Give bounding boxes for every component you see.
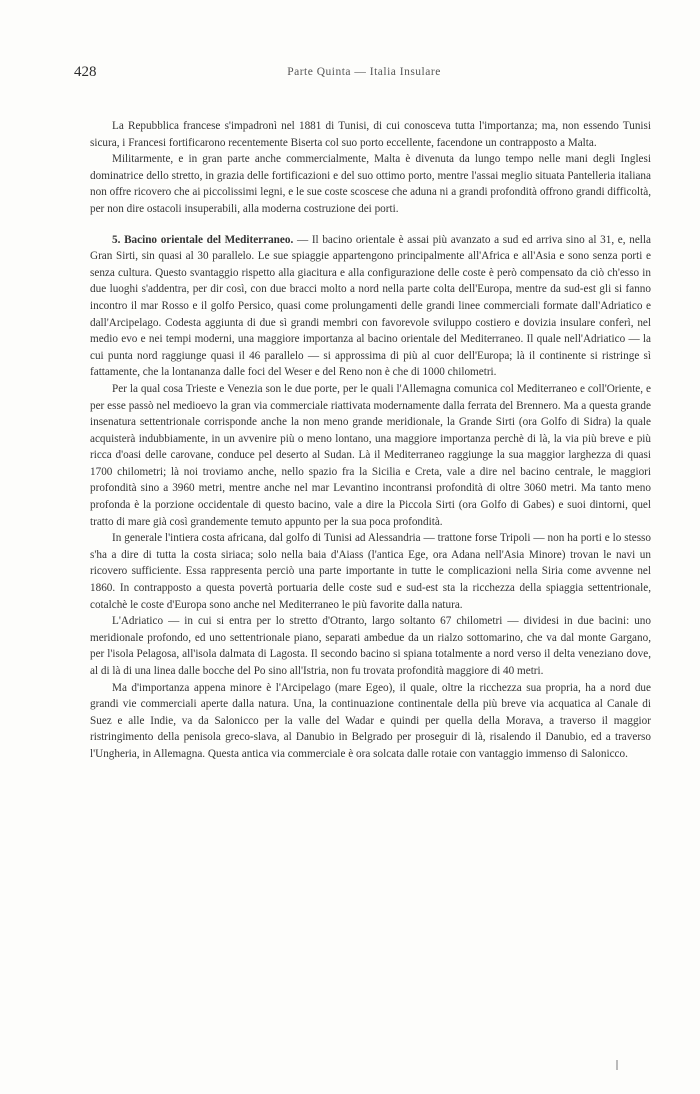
- paragraph: Militarmente, e in gran parte anche commercialmente, Malta è divenuta da lungo tempo nelle mani degli Inglesi dominatrice dello stretto, in grazia delle fortificazioni e del suo ottimo porto, mentre l'assai meglio situata Pantelleria italiana non offre ricovero che ai piccolissimi legni, e le sue coste scoscese che aduna ni a grandi profondità offrono grandi difficoltà, per non dire ostacoli insuperabili, alla moderna costruzione dei porti.: [90, 153, 651, 215]
- section-paragraph: [90, 232, 651, 381]
- section-text: — Il bacino orientale è assai più avanzato a sud ed arriva sino al 31, e, nella Gran Sirti, sin quasi al 30 parallelo. Le sue spiaggie appartengono principalmente all'Africa e all'Asia e sono senza porti e senza cultura. Questo svantaggio rispetto alla giacitura e alla configurazione delle coste è però compensato da ciò ch'esso in due luoghi s'addentra, per dir così, con due bracci molto a nord nella parte colta dell'Europa, mentre da sud-est gli si fanno incontro il mar Rosso e il golfo Persico, quasi come prolungamenti delle grandi linee commerciali formate dall'Adriatico e dall'Arcipelago. Codesta aggiunta di due sì grandi membri con favorevole sviluppo costiero e dovizia insulare conferì, nel medio evo e nei tempi moderni, una maggiore importanza al bacino orientale del Mediterraneo. Il quale nell'Adriatico — la cui punta nord raggiunge quasi il 46 parallelo — si approssima di più al cuor dell'Europa; là il continente si ristringe sì fattamente, che la lontananza dalle foci del Weser e del Reno non è che di 1000 chilometri.: [90, 233, 651, 379]
- paragraph: La Repubblica francese s'impadronì nel 1881 di Tunisi, di cui conosceva tutta l'importanza; ma, non essendo Tunisi sicura, i Francesi fortificarono recentemente Biserta col suo porto eccellente, facendone un contrapposto a Malta.: [90, 120, 651, 149]
- page-number: 428: [74, 64, 97, 80]
- paragraph: In generale l'intiera costa africana, dal golfo di Tunisi ad Alessandria — trattone forse Tripoli — non ha porti e lo stesso s'ha a dire di tutta la costa siriaca; solo nella baia d'Aiass (l'antica Ege, ora Adana nell'Asia Minore) trovan le navi un ricovero sufficiente. Essa rappresenta perciò una parte importante in tutte le complicazioni nella Siria come avvenne nel 1860. In contrapposto a questa povertà portuaria delle coste sud e sud-est sta la ricchezza della spiaggia settentrionale, cotalchè le coste d'Europa sono anche nel Mediterraneo le più favorite dalla natura.: [90, 532, 651, 611]
- page-header: [74, 64, 654, 84]
- paragraph: L'Adriatico — in cui si entra per lo stretto d'Otranto, largo soltanto 67 chilometri — dividesi in due bacini: uno meridionale profondo, ed uno settentrionale piano, separati ambedue da un rialzo sottomarino, che va dal monte Gargano, per l'isola Pelagosa, all'isola dalmata di Lagosta. Il secondo bacino si spiana totalmente a nord verso il delta veneziano dove, al di là di una linea dalle bocche del Po sino all'Istria, non fu trovata profondità maggiore di 40 metri.: [90, 615, 651, 677]
- section-title: 5. Bacino orientale del Mediterraneo.: [112, 233, 294, 246]
- page-mark: [616, 1060, 618, 1070]
- running-title: Parte Quinta — Italia Insulare: [287, 66, 441, 78]
- paragraph: Per la qual cosa Trieste e Venezia son le due porte, per le quali l'Allemagna comunica col Mediterraneo e coll'Oriente, e per esse passò nel medioevo la gran via commerciale riattivata modernamente dalla ferrata del Brennero. Ma a questa grande insenatura settentrionale corrisponde anche la non meno grande meridionale, la Grande Sirti (ora Golfo di Sidra) la quale acquisterà indubbiamente, in un avvenire più o meno lontano, una maggiore importanza perchè di là, la via più breve e più ricca d'oasi delle carovane, conduce pel deserto al Sudan. Là il Mediterraneo raggiunge la sua maggior larghezza di quasi 1700 chilometri; là noi troviamo anche, nello spazio fra la Sicilia e Creta, vale a dire nel bacino centrale, le maggiori profondità sino a 3960 metri, mentre anche nel mar Levantino incontransi profondità di oltre 3060 metri. Ma tanto meno profonda è la porzione occidentale di questo bacino, vale a dire la Piccola Sirti (ora Golfo di Gabes) e suoi dintorni, quel tratto di mare già così grandemente temuto appunto per la sua poca profondità.: [90, 382, 651, 528]
- body-text: [90, 118, 651, 763]
- paragraph: Ma d'importanza appena minore è l'Arcipelago (mare Egeo), il quale, oltre la ricchezza sua propria, ha a nord due grandi vie commerciali aperte dalla natura. Una, la continuazione continentale della più breve via acquatica al Canale di Suez e alle Indie, va da Salonicco per la valle del Wadar e quindi per quella della Morava, a traverso il maggior ristringimento della penisola greco-slava, al Danubio in Belgrado per proseguir di là, risalendo il Danubio, ed a traverso l'Ungheria, in Allemagna. Questa antica via commerciale è ora solcata dalle rotaie con vantaggio immenso di Salonicco.: [90, 681, 651, 760]
